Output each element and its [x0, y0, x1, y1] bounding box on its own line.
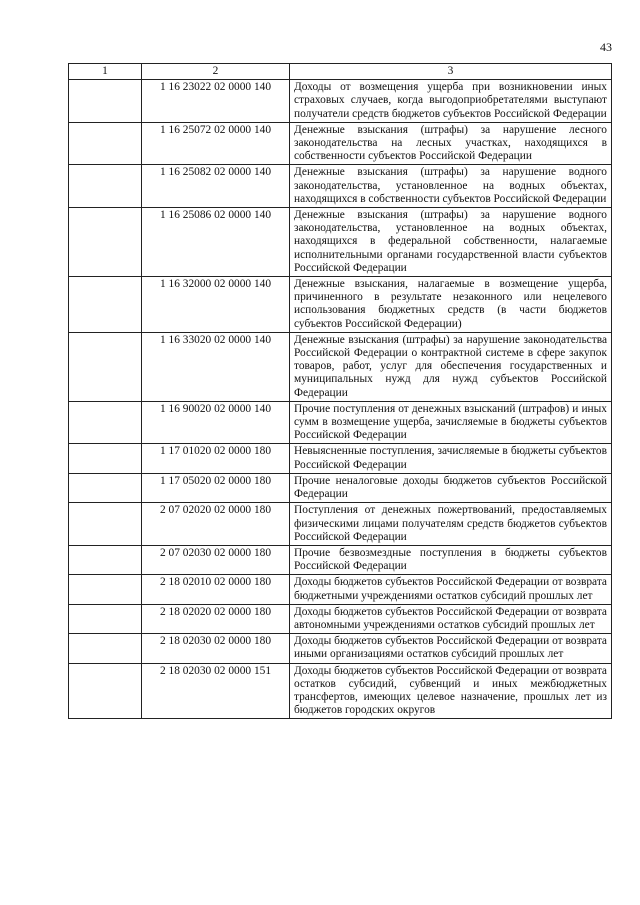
table-row [69, 80, 612, 123]
table-header-row [69, 64, 612, 80]
description-cell: Денежные взыскания (штрафы) за нарушение лесного законодательства на лесных участках, находящихся в собственности субъектов Российской Федерации [290, 122, 612, 165]
description-cell: Доходы бюджетов субъектов Российской Федерации от возврата иными организациями остатков субсидий прошлых лет [290, 634, 612, 663]
table-row [69, 122, 612, 165]
budget-codes-table [68, 63, 612, 719]
table-row [69, 473, 612, 502]
row-number-cell [69, 80, 142, 123]
budget-code-cell: 1 16 25072 02 0000 140 [142, 122, 290, 165]
row-number-cell [69, 277, 142, 333]
table-row [69, 503, 612, 546]
header-col-1: 1 [69, 64, 142, 80]
row-number-cell [69, 503, 142, 546]
budget-code-cell: 2 18 02010 02 0000 180 [142, 575, 290, 604]
row-number-cell [69, 634, 142, 663]
budget-code-cell: 1 17 01020 02 0000 180 [142, 444, 290, 473]
row-number-cell [69, 332, 142, 401]
table-row [69, 208, 612, 277]
budget-code-cell: 2 07 02030 02 0000 180 [142, 545, 290, 574]
description-cell: Денежные взыскания (штрафы) за нарушение законодательства Российской Федерации о контрактной системе в сфере закупок товаров, работ, услуг для обеспечения государственных и муниципальных нужд для нужд субъектов Российской Федерации [290, 332, 612, 401]
row-number-cell [69, 401, 142, 444]
table-row [69, 634, 612, 663]
budget-code-cell: 2 18 02020 02 0000 180 [142, 604, 290, 633]
description-cell: Доходы бюджетов субъектов Российской Федерации от возврата автономными учреждениями остатков субсидий прошлых лет [290, 604, 612, 633]
budget-code-cell: 1 17 05020 02 0000 180 [142, 473, 290, 502]
description-cell: Поступления от денежных пожертвований, предоставляемых физическими лицами получателям средств бюджетов субъектов Российской Федерации [290, 503, 612, 546]
budget-code-cell: 2 07 02020 02 0000 180 [142, 503, 290, 546]
table-row [69, 575, 612, 604]
budget-code-cell: 2 18 02030 02 0000 151 [142, 663, 290, 719]
budget-code-cell: 1 16 33020 02 0000 140 [142, 332, 290, 401]
table-row [69, 604, 612, 633]
row-number-cell [69, 165, 142, 208]
table-row [69, 545, 612, 574]
row-number-cell [69, 604, 142, 633]
row-number-cell [69, 444, 142, 473]
table-row [69, 277, 612, 333]
description-cell: Прочие безвозмездные поступления в бюджеты субъектов Российской Федерации [290, 545, 612, 574]
description-cell: Денежные взыскания (штрафы) за нарушение водного законодательства, установленное на водных объектах, находящихся в собственности субъектов Российской Федерации [290, 165, 612, 208]
row-number-cell [69, 545, 142, 574]
row-number-cell [69, 663, 142, 719]
description-cell: Доходы бюджетов субъектов Российской Федерации от возврата остатков субсидий, субвенций и иных межбюджетных трансфертов, имеющих целевое назначение, прошлых лет из бюджетов городских округов [290, 663, 612, 719]
budget-code-cell: 1 16 23022 02 0000 140 [142, 80, 290, 123]
row-number-cell [69, 122, 142, 165]
budget-code-cell: 1 16 90020 02 0000 140 [142, 401, 290, 444]
table-row [69, 401, 612, 444]
budget-code-cell: 1 16 32000 02 0000 140 [142, 277, 290, 333]
description-cell: Прочие неналоговые доходы бюджетов субъектов Российской Федерации [290, 473, 612, 502]
table-row [69, 332, 612, 401]
budget-code-cell: 1 16 25086 02 0000 140 [142, 208, 290, 277]
page-number: 43 [600, 40, 612, 54]
description-cell: Прочие поступления от денежных взысканий (штрафов) и иных сумм в возмещение ущерба, зачисляемые в бюджеты субъектов Российской Федерации [290, 401, 612, 444]
description-cell: Невыясненные поступления, зачисляемые в бюджеты субъектов Российской Федерации [290, 444, 612, 473]
description-cell: Доходы бюджетов субъектов Российской Федерации от возврата бюджетными учреждениями остатков субсидий прошлых лет [290, 575, 612, 604]
description-cell: Доходы от возмещения ущерба при возникновении иных страховых случаев, когда выгодоприобретателями выступают получатели средств бюджетов субъектов Российской Федерации [290, 80, 612, 123]
row-number-cell [69, 208, 142, 277]
table-row [69, 663, 612, 719]
header-col-2: 2 [142, 64, 290, 80]
header-col-3: 3 [290, 64, 612, 80]
table-row [69, 444, 612, 473]
description-cell: Денежные взыскания, налагаемые в возмещение ущерба, причиненного в результате незаконного или нецелевого использования бюджетных средств (в части бюджетов субъектов Российской Федерации) [290, 277, 612, 333]
budget-code-cell: 2 18 02030 02 0000 180 [142, 634, 290, 663]
description-cell: Денежные взыскания (штрафы) за нарушение водного законодательства, установленное на водных объектах, находящихся в федеральной собственности, налагаемые исполнительными органами государственной власти субъектов Российской Федерации [290, 208, 612, 277]
table-row [69, 165, 612, 208]
row-number-cell [69, 575, 142, 604]
row-number-cell [69, 473, 142, 502]
budget-code-cell: 1 16 25082 02 0000 140 [142, 165, 290, 208]
